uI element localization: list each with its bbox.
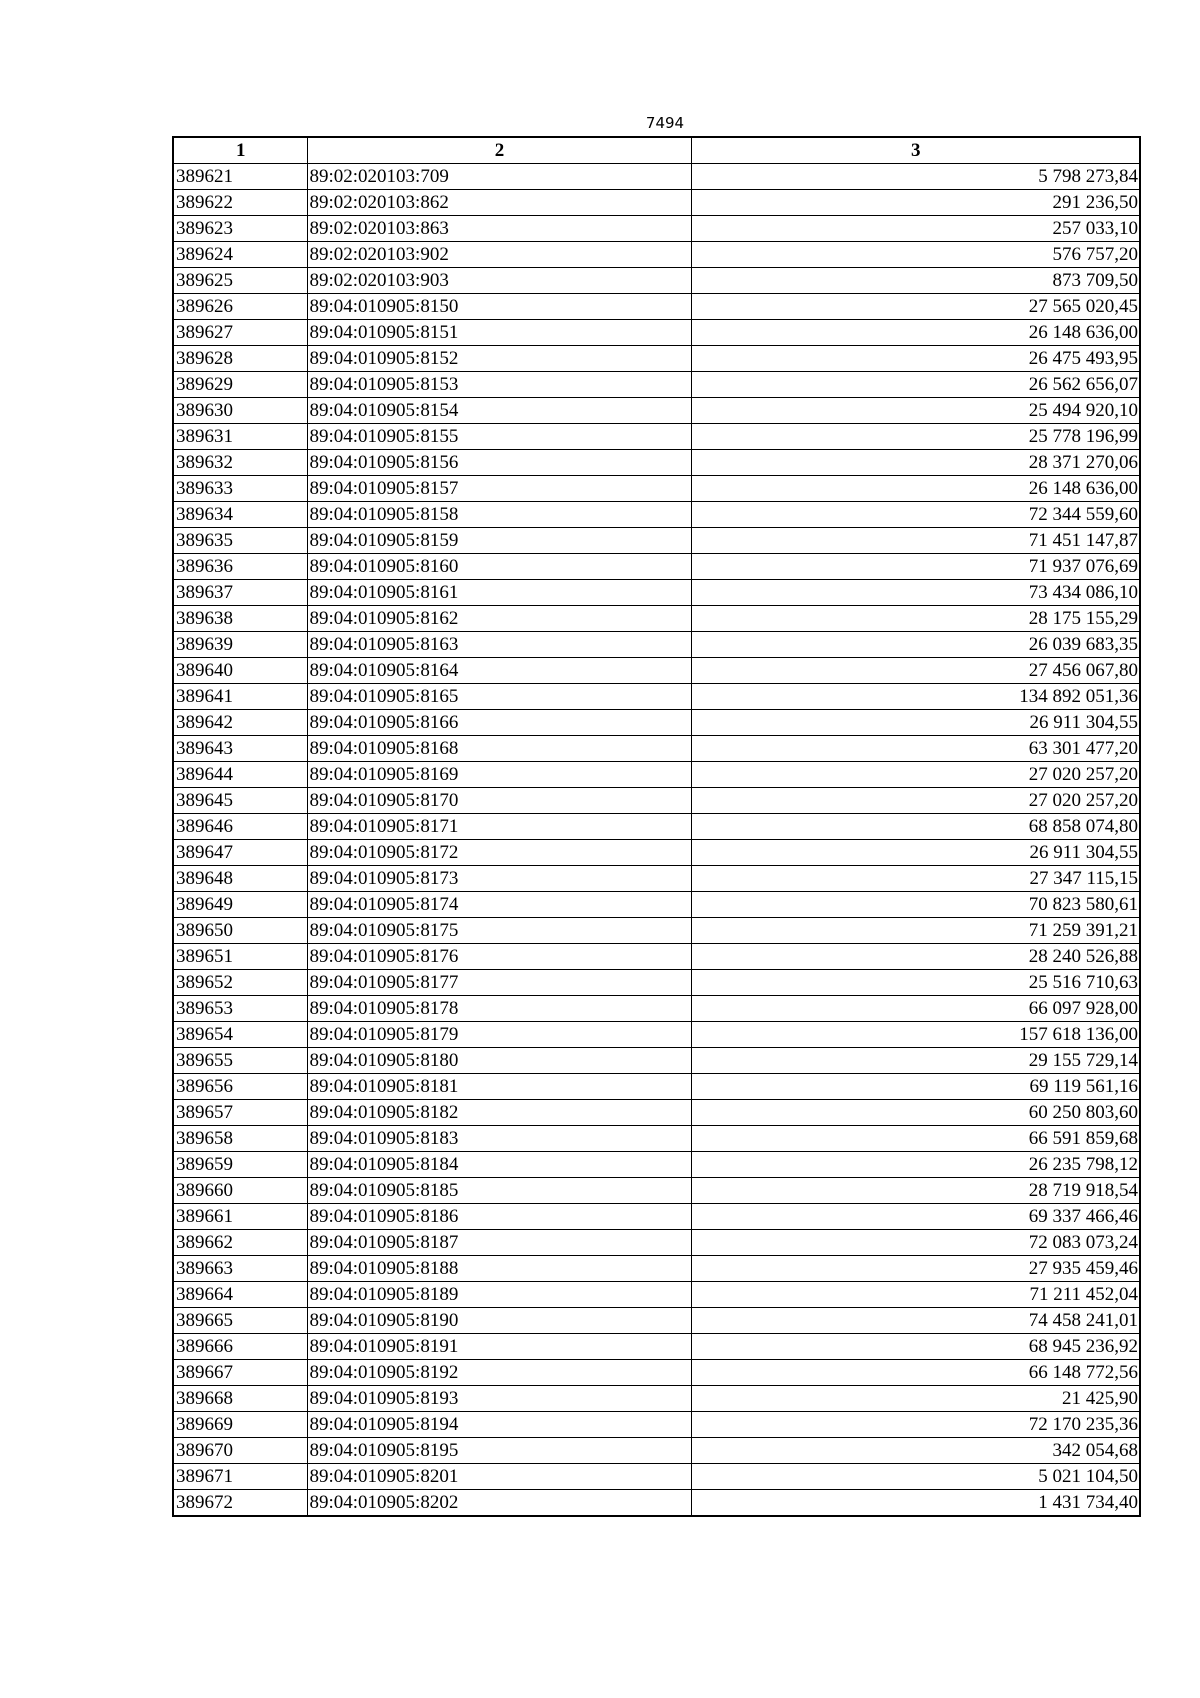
cadastral-number-cell: 89:04:010905:8153 [307, 372, 691, 398]
record-number-cell: 389643 [173, 736, 307, 762]
record-number-cell: 389633 [173, 476, 307, 502]
cadastral-number-cell: 89:04:010905:8191 [307, 1334, 691, 1360]
record-number-cell: 389669 [173, 1412, 307, 1438]
table-row [173, 658, 1140, 684]
record-number-cell: 389640 [173, 658, 307, 684]
page-number: 7494 [645, 114, 685, 132]
record-number-cell: 389637 [173, 580, 307, 606]
value-cell: 63 301 477,20 [691, 736, 1140, 762]
table-row [173, 1256, 1140, 1282]
cadastral-number-cell: 89:04:010905:8195 [307, 1438, 691, 1464]
cadastral-number-cell: 89:04:010905:8169 [307, 762, 691, 788]
cadastral-number-cell: 89:04:010905:8176 [307, 944, 691, 970]
table-row [173, 1282, 1140, 1308]
value-cell: 25 494 920,10 [691, 398, 1140, 424]
table-row [173, 1048, 1140, 1074]
value-cell: 28 371 270,06 [691, 450, 1140, 476]
cadastral-number-cell: 89:04:010905:8183 [307, 1126, 691, 1152]
value-cell: 27 020 257,20 [691, 762, 1140, 788]
value-cell: 26 235 798,12 [691, 1152, 1140, 1178]
record-number-cell: 389646 [173, 814, 307, 840]
cadastral-number-cell: 89:04:010905:8162 [307, 606, 691, 632]
record-number-cell: 389663 [173, 1256, 307, 1282]
value-cell: 68 858 074,80 [691, 814, 1140, 840]
value-cell: 71 937 076,69 [691, 554, 1140, 580]
cadastral-number-cell: 89:04:010905:8179 [307, 1022, 691, 1048]
table-row [173, 606, 1140, 632]
value-cell: 27 935 459,46 [691, 1256, 1140, 1282]
table-row [173, 294, 1140, 320]
record-number-cell: 389667 [173, 1360, 307, 1386]
cadastral-number-cell: 89:04:010905:8150 [307, 294, 691, 320]
value-cell: 66 148 772,56 [691, 1360, 1140, 1386]
table-row [173, 944, 1140, 970]
cadastral-number-cell: 89:04:010905:8172 [307, 840, 691, 866]
cadastral-number-cell: 89:04:010905:8157 [307, 476, 691, 502]
cadastral-number-cell: 89:04:010905:8192 [307, 1360, 691, 1386]
value-cell: 27 347 115,15 [691, 866, 1140, 892]
value-cell: 5 021 104,50 [691, 1464, 1140, 1490]
table-row [173, 840, 1140, 866]
record-number-cell: 389641 [173, 684, 307, 710]
record-number-cell: 389661 [173, 1204, 307, 1230]
record-number-cell: 389642 [173, 710, 307, 736]
value-cell: 25 516 710,63 [691, 970, 1140, 996]
value-cell: 26 562 656,07 [691, 372, 1140, 398]
record-number-cell: 389657 [173, 1100, 307, 1126]
value-cell: 28 240 526,88 [691, 944, 1140, 970]
value-cell: 29 155 729,14 [691, 1048, 1140, 1074]
table-row [173, 1490, 1140, 1517]
cadastral-number-cell: 89:04:010905:8180 [307, 1048, 691, 1074]
value-cell: 28 719 918,54 [691, 1178, 1140, 1204]
cadastral-number-cell: 89:04:010905:8170 [307, 788, 691, 814]
header-row [173, 137, 1140, 164]
cadastral-number-cell: 89:04:010905:8186 [307, 1204, 691, 1230]
record-number-cell: 389662 [173, 1230, 307, 1256]
cadastral-number-cell: 89:04:010905:8154 [307, 398, 691, 424]
value-cell: 69 119 561,16 [691, 1074, 1140, 1100]
table-row [173, 788, 1140, 814]
record-number-cell: 389648 [173, 866, 307, 892]
cadastral-number-cell: 89:02:020103:902 [307, 242, 691, 268]
cadastral-number-cell: 89:04:010905:8161 [307, 580, 691, 606]
record-number-cell: 389655 [173, 1048, 307, 1074]
record-number-cell: 389647 [173, 840, 307, 866]
record-number-cell: 389634 [173, 502, 307, 528]
record-number-cell: 389632 [173, 450, 307, 476]
table-row [173, 1438, 1140, 1464]
value-cell: 576 757,20 [691, 242, 1140, 268]
cadastral-number-cell: 89:04:010905:8177 [307, 970, 691, 996]
record-number-cell: 389666 [173, 1334, 307, 1360]
cadastral-number-cell: 89:04:010905:8165 [307, 684, 691, 710]
value-cell: 21 425,90 [691, 1386, 1140, 1412]
table-row [173, 268, 1140, 294]
table-row [173, 1308, 1140, 1334]
value-cell: 70 823 580,61 [691, 892, 1140, 918]
table-row [173, 164, 1140, 190]
value-cell: 25 778 196,99 [691, 424, 1140, 450]
table-row [173, 918, 1140, 944]
record-number-cell: 389624 [173, 242, 307, 268]
table-row [173, 1126, 1140, 1152]
record-number-cell: 389660 [173, 1178, 307, 1204]
table-row [173, 216, 1140, 242]
record-number-cell: 389636 [173, 554, 307, 580]
value-cell: 26 039 683,35 [691, 632, 1140, 658]
table-row [173, 1178, 1140, 1204]
record-number-cell: 389664 [173, 1282, 307, 1308]
column-header-3: 3 [691, 137, 1140, 164]
cadastral-number-cell: 89:04:010905:8163 [307, 632, 691, 658]
value-cell: 291 236,50 [691, 190, 1140, 216]
column-header-2: 2 [307, 137, 691, 164]
record-number-cell: 389650 [173, 918, 307, 944]
record-number-cell: 389649 [173, 892, 307, 918]
record-number-cell: 389651 [173, 944, 307, 970]
value-cell: 60 250 803,60 [691, 1100, 1140, 1126]
table-row [173, 1412, 1140, 1438]
table-row [173, 1074, 1140, 1100]
value-cell: 71 259 391,21 [691, 918, 1140, 944]
cadastral-number-cell: 89:04:010905:8184 [307, 1152, 691, 1178]
table-row [173, 1152, 1140, 1178]
cadastral-number-cell: 89:04:010905:8173 [307, 866, 691, 892]
table-row [173, 242, 1140, 268]
table-row [173, 814, 1140, 840]
cadastral-number-cell: 89:04:010905:8158 [307, 502, 691, 528]
cadastral-number-cell: 89:04:010905:8188 [307, 1256, 691, 1282]
table-row [173, 424, 1140, 450]
cadastral-number-cell: 89:04:010905:8174 [307, 892, 691, 918]
cadastral-number-cell: 89:04:010905:8201 [307, 1464, 691, 1490]
record-number-cell: 389627 [173, 320, 307, 346]
record-number-cell: 389631 [173, 424, 307, 450]
cadastral-number-cell: 89:04:010905:8160 [307, 554, 691, 580]
record-number-cell: 389672 [173, 1490, 307, 1517]
value-cell: 134 892 051,36 [691, 684, 1140, 710]
cadastral-number-cell: 89:04:010905:8202 [307, 1490, 691, 1517]
cadastral-number-cell: 89:04:010905:8164 [307, 658, 691, 684]
value-cell: 27 565 020,45 [691, 294, 1140, 320]
table-row [173, 684, 1140, 710]
cadastral-number-cell: 89:04:010905:8181 [307, 1074, 691, 1100]
cadastral-number-cell: 89:02:020103:862 [307, 190, 691, 216]
cadastral-number-cell: 89:04:010905:8168 [307, 736, 691, 762]
value-cell: 28 175 155,29 [691, 606, 1140, 632]
column-header-1: 1 [173, 137, 307, 164]
cadastral-number-cell: 89:04:010905:8175 [307, 918, 691, 944]
record-number-cell: 389656 [173, 1074, 307, 1100]
table-body [173, 164, 1140, 1517]
record-number-cell: 389644 [173, 762, 307, 788]
cadastral-number-cell: 89:04:010905:8166 [307, 710, 691, 736]
record-number-cell: 389658 [173, 1126, 307, 1152]
cadastral-number-cell: 89:04:010905:8156 [307, 450, 691, 476]
record-number-cell: 389622 [173, 190, 307, 216]
record-number-cell: 389668 [173, 1386, 307, 1412]
table-row [173, 710, 1140, 736]
value-cell: 26 475 493,95 [691, 346, 1140, 372]
value-cell: 72 170 235,36 [691, 1412, 1140, 1438]
cadastral-number-cell: 89:02:020103:903 [307, 268, 691, 294]
table-row [173, 320, 1140, 346]
record-number-cell: 389635 [173, 528, 307, 554]
record-number-cell: 389653 [173, 996, 307, 1022]
table-row [173, 372, 1140, 398]
table-row [173, 866, 1140, 892]
table-row [173, 1204, 1140, 1230]
table-row [173, 1386, 1140, 1412]
table-row [173, 1360, 1140, 1386]
cadastral-number-cell: 89:04:010905:8178 [307, 996, 691, 1022]
record-number-cell: 389625 [173, 268, 307, 294]
cadastral-number-cell: 89:04:010905:8155 [307, 424, 691, 450]
cadastral-number-cell: 89:02:020103:863 [307, 216, 691, 242]
table-row [173, 1022, 1140, 1048]
value-cell: 72 344 559,60 [691, 502, 1140, 528]
value-cell: 73 434 086,10 [691, 580, 1140, 606]
value-cell: 873 709,50 [691, 268, 1140, 294]
record-number-cell: 389659 [173, 1152, 307, 1178]
table-row [173, 450, 1140, 476]
value-cell: 71 211 452,04 [691, 1282, 1140, 1308]
record-number-cell: 389665 [173, 1308, 307, 1334]
record-number-cell: 389639 [173, 632, 307, 658]
record-number-cell: 389670 [173, 1438, 307, 1464]
table-row [173, 1100, 1140, 1126]
table-row [173, 1230, 1140, 1256]
table-row [173, 1464, 1140, 1490]
table-row [173, 554, 1140, 580]
record-number-cell: 389671 [173, 1464, 307, 1490]
table-row [173, 736, 1140, 762]
value-cell: 5 798 273,84 [691, 164, 1140, 190]
value-cell: 68 945 236,92 [691, 1334, 1140, 1360]
cadastral-number-cell: 89:04:010905:8185 [307, 1178, 691, 1204]
record-number-cell: 389628 [173, 346, 307, 372]
value-cell: 27 456 067,80 [691, 658, 1140, 684]
value-cell: 27 020 257,20 [691, 788, 1140, 814]
record-number-cell: 389638 [173, 606, 307, 632]
value-cell: 342 054,68 [691, 1438, 1140, 1464]
value-cell: 66 591 859,68 [691, 1126, 1140, 1152]
record-number-cell: 389626 [173, 294, 307, 320]
cadastral-number-cell: 89:04:010905:8159 [307, 528, 691, 554]
cadastral-number-cell: 89:04:010905:8182 [307, 1100, 691, 1126]
cadastral-number-cell: 89:04:010905:8187 [307, 1230, 691, 1256]
cadastral-number-cell: 89:04:010905:8193 [307, 1386, 691, 1412]
record-number-cell: 389654 [173, 1022, 307, 1048]
table-row [173, 892, 1140, 918]
table-row [173, 398, 1140, 424]
table-row [173, 632, 1140, 658]
cadastral-number-cell: 89:04:010905:8151 [307, 320, 691, 346]
table-row [173, 970, 1140, 996]
registry-table [172, 136, 1141, 1517]
cadastral-number-cell: 89:04:010905:8171 [307, 814, 691, 840]
value-cell: 66 097 928,00 [691, 996, 1140, 1022]
record-number-cell: 389621 [173, 164, 307, 190]
cadastral-number-cell: 89:04:010905:8189 [307, 1282, 691, 1308]
record-number-cell: 389623 [173, 216, 307, 242]
table-row [173, 346, 1140, 372]
table-row [173, 1334, 1140, 1360]
table-row [173, 762, 1140, 788]
table-row [173, 190, 1140, 216]
value-cell: 72 083 073,24 [691, 1230, 1140, 1256]
value-cell: 26 148 636,00 [691, 476, 1140, 502]
cadastral-number-cell: 89:04:010905:8194 [307, 1412, 691, 1438]
table-row [173, 580, 1140, 606]
record-number-cell: 389652 [173, 970, 307, 996]
table-row [173, 996, 1140, 1022]
cadastral-number-cell: 89:04:010905:8152 [307, 346, 691, 372]
table-row [173, 502, 1140, 528]
value-cell: 26 911 304,55 [691, 840, 1140, 866]
cadastral-number-cell: 89:02:020103:709 [307, 164, 691, 190]
cadastral-number-cell: 89:04:010905:8190 [307, 1308, 691, 1334]
table-row [173, 528, 1140, 554]
table-row [173, 476, 1140, 502]
value-cell: 257 033,10 [691, 216, 1140, 242]
value-cell: 26 911 304,55 [691, 710, 1140, 736]
value-cell: 157 618 136,00 [691, 1022, 1140, 1048]
value-cell: 69 337 466,46 [691, 1204, 1140, 1230]
record-number-cell: 389645 [173, 788, 307, 814]
value-cell: 74 458 241,01 [691, 1308, 1140, 1334]
record-number-cell: 389630 [173, 398, 307, 424]
value-cell: 71 451 147,87 [691, 528, 1140, 554]
value-cell: 26 148 636,00 [691, 320, 1140, 346]
record-number-cell: 389629 [173, 372, 307, 398]
value-cell: 1 431 734,40 [691, 1490, 1140, 1517]
